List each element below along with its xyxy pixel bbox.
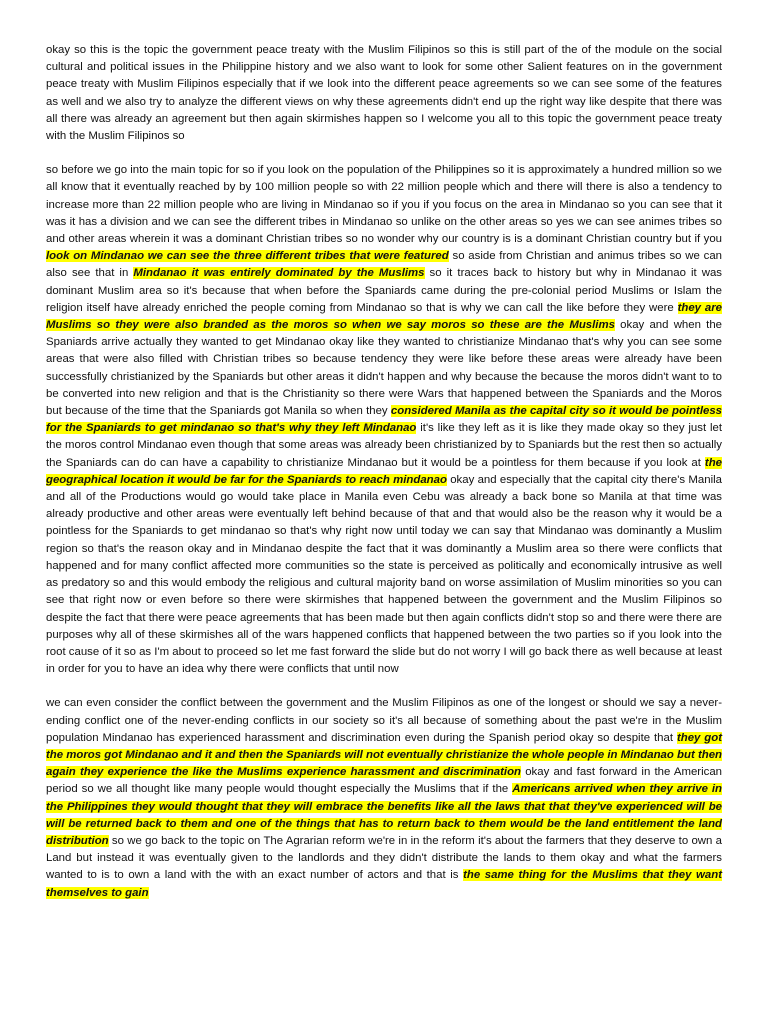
text-segment: so before we go into the main topic for so if you look on the population of the Philippines so it is approximately a hundred million so we all know that it eventually reached by by 100 million people so with 22 million people which and there will there is also a tendency to increase more than 22 million people who are living in Mindanao so if you if you focus on the area in Mindanao so you can see that it was it has a division and we can see the different tribes in Mindanao so unlike on the other areas so yes we can see animes tribes so and other areas wherein it was a dominant Christian tribes so no wonder why our country is is a dominant Christian country but if you [46,164,722,246]
highlighted-text: look on Mindanao we can see the three different tribes that were featured [46,250,449,263]
text-segment: so aside from Christian and animus tribes so we can also see that in [46,250,722,280]
highlighted-text: Americans arrived when they arrive in the Philippines they would thought that they will embrace the benefits like all the laws that that they've experienced will be will be returned back to them and one of the things that has to return back to them would be the land entitlement the land distribution [46,783,722,847]
highlighted-text: the geographical location it would be far for the Spaniards to reach mindanao [46,456,722,486]
text-segment: it's like they left as it is like they made okay so they just let the moros control Mindanao even though that some areas was already been christianized by to Spaniards but the rest then so actually the Spaniards can do can have a capability to christianize Mindanao but it would be a pointless for them because if you look at [46,422,722,469]
text-segment: okay and fast forward in the American period so we all thought like many people would thought especially the Muslims that if the [46,766,723,796]
text-segment: so we go back to the topic on The Agrarian reform we're in in the reform it's about the farmers that they deserve to own a Land but instead it was eventually given to the landlords and they didn't distribute the lands to them okay and what the farmers wanted to is to own a land with the with an exact number of actors and that is [46,834,722,882]
highlighted-text: considered Manila as the capital city so it would be pointless for the Spaniards to get mindanao so that's why they left Mindanao [46,405,722,435]
text-segment: okay and when the Spaniards arrive actually they wanted to get Mindanao okay like they wanted to christianize Mindanao that's why you can see some areas that were also filled with Christian tribes so because tendency they were like before these areas were already have been successfully christianized by the Spaniards but other areas it didn't happen and why because the because the moros didn't want to to be converted into new religion and that is the Christianity so there were Wars that happened between the Spaniards and the Moros but because of the time that the Spaniards got Manila so when they [46,319,722,418]
highlighted-text: Mindanao it was entirely dominated by the Muslims [133,267,425,280]
text-segment: we can even consider the conflict between the government and the Muslim Filipinos as one of the longest or should we say a never-ending conflict one of the never-ending conflicts in our society so it's all because of something about the past we're in the Muslim population Mindanao has experienced harassment and discrimination even during the Spanish period okay so despite that [46,697,722,744]
text-segment: okay so this is the topic the government peace treaty with the Muslim Filipinos so this is still part of the of the module on the social cultural and political issues in the Philippine history and we also want to look for some other Salient features on in the government peace treaty with Muslim Filipinos especially that if we look into the different peace agreements so we can see some of the features as well and we also try to analyze the different views on why these agreements didn't end up the right way like despite that there was all there was already an agreement but then again skirmishes happen so I welcome you all to this topic the government peace treaty with the Muslim Filipinos so [46,44,722,143]
highlighted-text: they are Muslims so they were also branded as the moros so when we say moros so these are the Muslims [46,301,722,332]
paragraph-population-history [46,162,722,678]
text-segment: okay and especially that the capital city there's Manila and all of the Productions would go would take place in Manila even Cebu was already a back bone so Manila at that time was already productive and other areas were eventually left behind because of that and that would also be the reason why it would be a pointless for the Spaniards to get mindanao so that's why right now until today we can say that Mindanao was dominantly a Muslim region so that's the reason okay and in Mindanao despite the fact that it was dominantly a Muslim area so there were conflicts that happened and for many conflict affected more communities so the state is perceived as politically and economically intrusive as well as predatory so and this would embody the religious and cultural majority band on worse assimilation of Muslim minorities so you can see that right now or even before so there were skirmishes that happened between the government and the Muslim Filipinos so despite the fact that there were peace agreements that has been made but then again conflicts didn't stop so and there were there are purposes why all of these skirmishes all of the wars happened conflicts that happened between the two parties so if you look into the root cause of it so as I'm about to proceed so let me fast forward the slide but do not worry I will go back there as well because at least in order for you to have an idea why there were conflicts that until now [46,473,722,676]
highlighted-text: they got the moros got Mindanao and it and then the Spaniards will not eventually christianize the whole people in Mindanao but then again they experience the like the Muslims experience harassment and discrimination [46,731,722,779]
paragraph-conflict [46,695,722,901]
highlighted-text: the same thing for the Muslims that they want themselves to gain [46,869,722,899]
text-segment: so it traces back to history but why in Mindanao it was dominant Muslim area so it's because that when before the Spaniards came during the pre-colonial period Muslims or Islam the religion itself have already enriched the people coming from Mindanao so that is why we can call the like before they were [46,267,722,314]
paragraph-intro [46,42,722,145]
